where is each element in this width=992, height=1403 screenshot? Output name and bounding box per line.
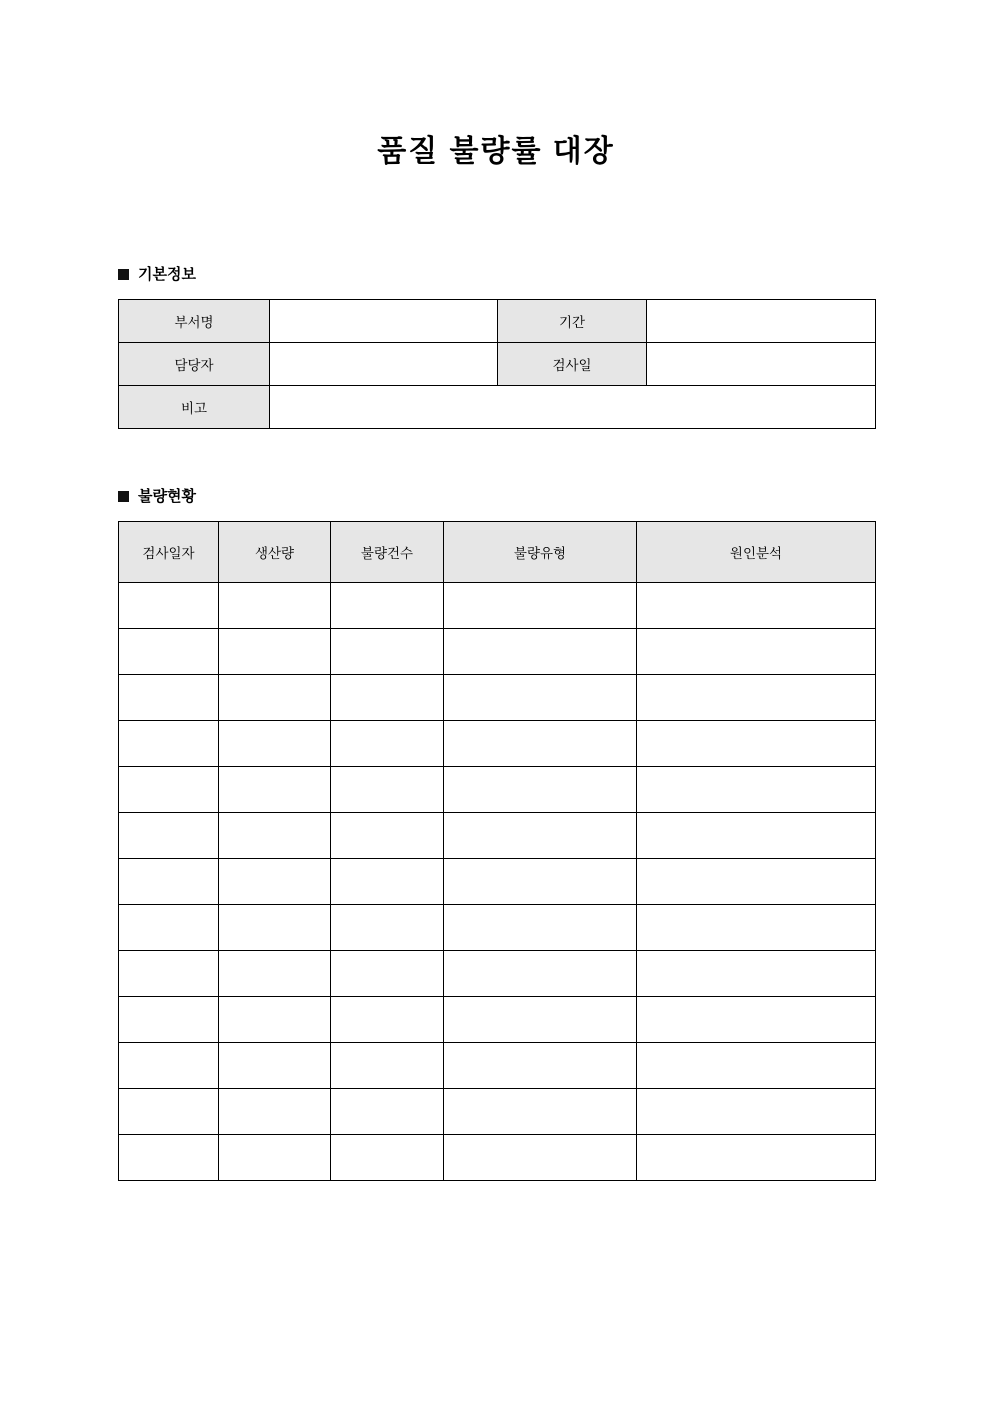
field-person-in-charge-value[interactable] — [270, 342, 498, 385]
field-department-value[interactable] — [270, 299, 498, 342]
cell-defect-type[interactable] — [444, 1134, 637, 1180]
cell-defect-count[interactable] — [331, 858, 444, 904]
cell-defect-count[interactable] — [331, 674, 444, 720]
defect-status-table — [118, 521, 876, 1181]
cell-cause-analysis[interactable] — [637, 996, 876, 1042]
cell-cause-analysis[interactable] — [637, 1088, 876, 1134]
page-title: 품질 불량률 대장 — [377, 135, 615, 168]
cell-defect-type[interactable] — [444, 766, 637, 812]
cell-defect-count[interactable] — [331, 766, 444, 812]
column-header-production-qty: 생산량 — [219, 521, 331, 582]
cell-production-qty[interactable] — [219, 904, 331, 950]
table-row — [119, 720, 876, 766]
cell-defect-type[interactable] — [444, 858, 637, 904]
cell-cause-analysis[interactable] — [637, 1134, 876, 1180]
cell-production-qty[interactable] — [219, 1134, 331, 1180]
table-row — [119, 858, 876, 904]
table-header-row — [119, 521, 876, 582]
column-header-inspection-date: 검사일자 — [119, 521, 219, 582]
label-period: 기간 — [498, 299, 647, 342]
cell-defect-type[interactable] — [444, 628, 637, 674]
label-person-in-charge: 담당자 — [119, 342, 270, 385]
cell-production-qty[interactable] — [219, 582, 331, 628]
defect-status-table-body — [119, 582, 876, 1180]
cell-cause-analysis[interactable] — [637, 1042, 876, 1088]
cell-defect-count[interactable] — [331, 950, 444, 996]
cell-production-qty[interactable] — [219, 766, 331, 812]
cell-defect-type[interactable] — [444, 582, 637, 628]
cell-inspection-date[interactable] — [119, 720, 219, 766]
cell-production-qty[interactable] — [219, 996, 331, 1042]
cell-defect-count[interactable] — [331, 1042, 444, 1088]
cell-inspection-date[interactable] — [119, 674, 219, 720]
cell-inspection-date[interactable] — [119, 628, 219, 674]
table-row — [119, 904, 876, 950]
cell-defect-count[interactable] — [331, 582, 444, 628]
section-heading-basic-info-label: 기본정보 — [138, 265, 196, 283]
table-row — [119, 812, 876, 858]
table-row — [119, 299, 876, 342]
cell-defect-count[interactable] — [331, 812, 444, 858]
cell-production-qty[interactable] — [219, 628, 331, 674]
cell-inspection-date[interactable] — [119, 1088, 219, 1134]
cell-production-qty[interactable] — [219, 812, 331, 858]
cell-defect-type[interactable] — [444, 1042, 637, 1088]
cell-defect-type[interactable] — [444, 1088, 637, 1134]
cell-inspection-date[interactable] — [119, 996, 219, 1042]
cell-cause-analysis[interactable] — [637, 720, 876, 766]
table-row — [119, 1088, 876, 1134]
cell-production-qty[interactable] — [219, 1088, 331, 1134]
table-row — [119, 582, 876, 628]
cell-defect-type[interactable] — [444, 812, 637, 858]
label-remarks: 비고 — [119, 385, 270, 428]
square-bullet-icon — [118, 491, 129, 502]
cell-cause-analysis[interactable] — [637, 628, 876, 674]
cell-defect-count[interactable] — [331, 628, 444, 674]
cell-defect-type[interactable] — [444, 720, 637, 766]
cell-production-qty[interactable] — [219, 858, 331, 904]
table-row — [119, 1042, 876, 1088]
field-inspection-date-value[interactable] — [647, 342, 876, 385]
cell-inspection-date[interactable] — [119, 1134, 219, 1180]
column-header-cause-analysis: 원인분석 — [637, 521, 876, 582]
field-remarks-value[interactable] — [270, 385, 876, 428]
cell-defect-type[interactable] — [444, 996, 637, 1042]
cell-production-qty[interactable] — [219, 720, 331, 766]
cell-defect-count[interactable] — [331, 720, 444, 766]
cell-cause-analysis[interactable] — [637, 858, 876, 904]
cell-production-qty[interactable] — [219, 950, 331, 996]
cell-inspection-date[interactable] — [119, 858, 219, 904]
cell-inspection-date[interactable] — [119, 950, 219, 996]
cell-defect-count[interactable] — [331, 1134, 444, 1180]
cell-cause-analysis[interactable] — [637, 582, 876, 628]
cell-defect-count[interactable] — [331, 904, 444, 950]
table-row — [119, 996, 876, 1042]
field-period-value[interactable] — [647, 299, 876, 342]
table-row — [119, 766, 876, 812]
cell-defect-type[interactable] — [444, 904, 637, 950]
section-heading-defect-status — [0, 489, 992, 504]
cell-cause-analysis[interactable] — [637, 950, 876, 996]
table-row — [119, 950, 876, 996]
cell-defect-count[interactable] — [331, 996, 444, 1042]
cell-production-qty[interactable] — [219, 674, 331, 720]
label-department: 부서명 — [119, 299, 270, 342]
cell-inspection-date[interactable] — [119, 766, 219, 812]
cell-cause-analysis[interactable] — [637, 766, 876, 812]
section-heading-basic-info — [0, 267, 992, 282]
cell-inspection-date[interactable] — [119, 904, 219, 950]
cell-cause-analysis[interactable] — [637, 674, 876, 720]
table-row — [119, 628, 876, 674]
section-heading-defect-status-label: 불량현황 — [138, 487, 196, 505]
table-row — [119, 385, 876, 428]
cell-defect-count[interactable] — [331, 1088, 444, 1134]
cell-cause-analysis[interactable] — [637, 812, 876, 858]
cell-defect-type[interactable] — [444, 950, 637, 996]
table-row — [119, 1134, 876, 1180]
basic-info-table — [118, 299, 876, 429]
label-inspection-date: 검사일 — [498, 342, 647, 385]
cell-inspection-date[interactable] — [119, 582, 219, 628]
column-header-defect-type: 불량유형 — [444, 521, 637, 582]
cell-inspection-date[interactable] — [119, 812, 219, 858]
cell-production-qty[interactable] — [219, 1042, 331, 1088]
cell-cause-analysis[interactable] — [637, 904, 876, 950]
cell-inspection-date[interactable] — [119, 1042, 219, 1088]
cell-defect-type[interactable] — [444, 674, 637, 720]
column-header-defect-count: 불량건수 — [331, 521, 444, 582]
table-row — [119, 674, 876, 720]
table-row — [119, 342, 876, 385]
square-bullet-icon — [118, 269, 129, 280]
